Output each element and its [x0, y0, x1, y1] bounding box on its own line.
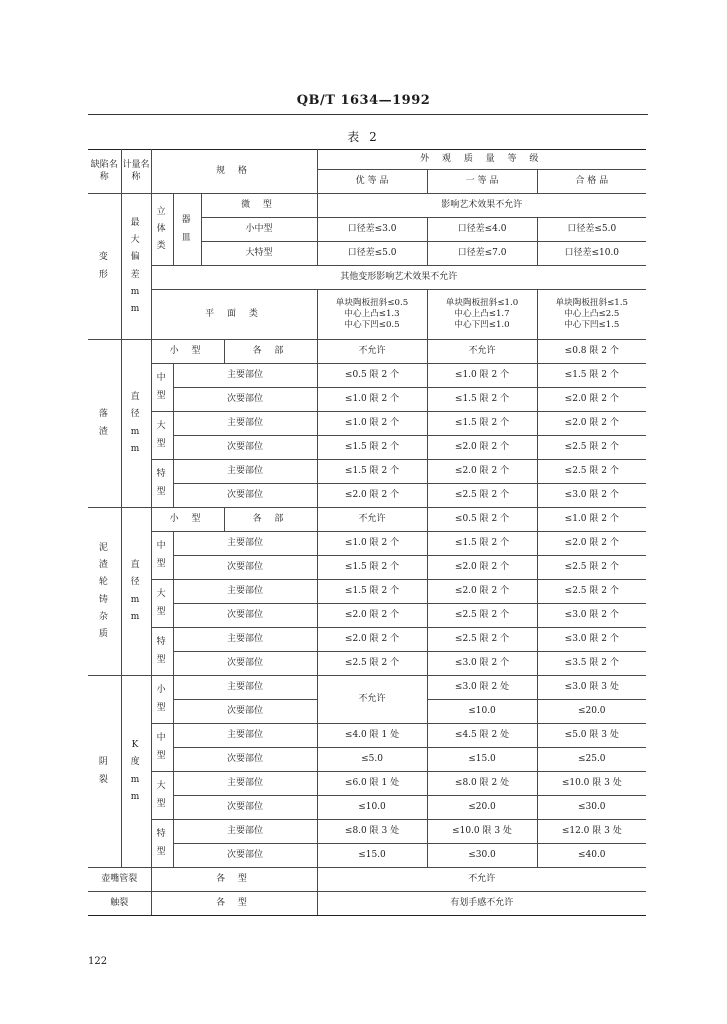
value-cell: ≤3.0 限 3 处	[537, 676, 646, 700]
defect-name-cell: 壶嘴管裂	[88, 868, 151, 892]
grade-header: 优 等 品	[317, 170, 427, 194]
value-cell: ≤30.0	[537, 796, 646, 820]
part-cell: 次要部位	[173, 652, 317, 676]
category-cell: 立体类	[151, 194, 173, 266]
value-cell: ≤20.0	[537, 700, 646, 724]
unit-cell: K度mm	[121, 676, 151, 868]
part-cell: 次要部位	[173, 748, 317, 772]
value-cell: ≤8.0 限 2 处	[427, 772, 537, 796]
part-cell: 次要部位	[173, 604, 317, 628]
part-cell: 主要部位	[173, 820, 317, 844]
unit-cell: 直径mm	[121, 340, 151, 508]
part-cell: 各 部	[224, 340, 317, 364]
grade-group-header: 外 观 质 量 等 级	[317, 150, 646, 170]
value-cell: 单块陶板扭斜≤0.5 中心上凸≤1.3 中心下凹≤0.5	[317, 290, 427, 340]
size-cell: 中型	[151, 724, 173, 772]
grade-header: 一 等 品	[427, 170, 537, 194]
value-cell: ≤15.0	[427, 748, 537, 772]
value-cell: ≤10.0 限 3 处	[537, 772, 646, 796]
size-cell: 大型	[151, 412, 173, 460]
size-cell: 特型	[151, 820, 173, 868]
value-cell: 有划手感不允许	[317, 892, 646, 916]
unit-cell: 直径mm	[121, 508, 151, 676]
value-cell: ≤20.0	[427, 796, 537, 820]
value-cell: ≤2.5 限 2 个	[427, 604, 537, 628]
part-cell: 次要部位	[173, 388, 317, 412]
value-cell: ≤1.0 限 2 个	[427, 364, 537, 388]
table-row	[88, 724, 646, 748]
table-row	[88, 364, 646, 388]
value-cell: ≤2.0 限 2 个	[537, 412, 646, 436]
value-cell: ≤1.0 限 2 个	[317, 532, 427, 556]
part-cell: 次要部位	[173, 436, 317, 460]
value-cell: ≤1.0 限 2 个	[537, 508, 646, 532]
value-cell: ≤1.5 限 2 个	[317, 460, 427, 484]
size-cell: 各 型	[151, 868, 317, 892]
table-row	[88, 508, 646, 532]
value-cell: ≤2.0 限 2 个	[537, 532, 646, 556]
value-cell: ≤4.5 限 2 处	[427, 724, 537, 748]
unit-header: 计量名称	[121, 150, 151, 194]
part-cell: 次要部位	[173, 844, 317, 868]
value-cell: ≤2.0 限 2 个	[427, 436, 537, 460]
value-cell: 口径差≤5.0	[537, 218, 646, 242]
value-cell: 影响艺术效果不允许	[317, 194, 646, 218]
size-cell: 特型	[151, 460, 173, 508]
value-cell: ≤10.0	[317, 796, 427, 820]
table-row	[88, 580, 646, 604]
defect-name-cell: 触裂	[88, 892, 151, 916]
value-cell: ≤2.5 限 2 个	[427, 484, 537, 508]
size-cell: 小 型	[151, 508, 224, 532]
part-cell: 次要部位	[173, 556, 317, 580]
table-row	[88, 628, 646, 652]
value-cell: ≤1.5 限 2 个	[537, 364, 646, 388]
grade-header: 合 格 品	[537, 170, 646, 194]
quality-grade-table	[88, 149, 646, 916]
value-cell: ≤4.0 限 1 处	[317, 724, 427, 748]
part-cell: 次要部位	[173, 484, 317, 508]
value-cell: ≤0.5 限 2 个	[427, 508, 537, 532]
value-cell: 其他变形影响艺术效果不允许	[151, 266, 646, 290]
defect-name-cell: 变形	[88, 194, 121, 340]
value-cell: ≤2.0 限 2 个	[317, 484, 427, 508]
size-cell: 平 面 类	[151, 290, 317, 340]
value-cell: ≤2.5 限 2 个	[537, 580, 646, 604]
table-row	[88, 532, 646, 556]
size-cell: 大型	[151, 580, 173, 628]
part-cell: 主要部位	[173, 628, 317, 652]
value-cell: 口径差≤10.0	[537, 242, 646, 266]
page-number: 122	[88, 956, 108, 967]
size-cell: 中型	[151, 364, 173, 412]
header-rule	[88, 114, 648, 115]
part-cell: 主要部位	[173, 772, 317, 796]
value-cell: ≤1.0 限 2 个	[317, 412, 427, 436]
table-row	[88, 340, 646, 364]
value-cell: 不允许	[427, 340, 537, 364]
value-cell: ≤6.0 限 1 处	[317, 772, 427, 796]
table-row	[88, 460, 646, 484]
size-cell: 特型	[151, 628, 173, 676]
value-cell: ≤2.5 限 2 个	[537, 436, 646, 460]
value-cell: ≤2.0 限 2 个	[427, 580, 537, 604]
value-cell: ≤1.0 限 2 个	[317, 388, 427, 412]
value-cell: ≤2.0 限 2 个	[427, 460, 537, 484]
table-row	[88, 412, 646, 436]
value-cell: ≤2.0 限 2 个	[317, 628, 427, 652]
value-cell: ≤0.8 限 2 个	[537, 340, 646, 364]
value-cell: 口径差≤5.0	[317, 242, 427, 266]
value-cell: ≤1.5 限 2 个	[427, 388, 537, 412]
size-cell: 大特型	[201, 242, 317, 266]
value-cell: ≤30.0	[427, 844, 537, 868]
defect-name-cell: 泥渣 轮铸 杂质	[88, 508, 121, 676]
part-cell: 主要部位	[173, 676, 317, 700]
part-cell: 次要部位	[173, 796, 317, 820]
value-cell: ≤3.5 限 2 个	[537, 652, 646, 676]
value-cell: ≤2.0 限 2 个	[537, 388, 646, 412]
defect-name-cell: 落渣	[88, 340, 121, 508]
value-cell: 单块陶板扭斜≤1.5 中心上凸≤2.5 中心下凹≤1.5	[537, 290, 646, 340]
value-cell: ≤15.0	[317, 844, 427, 868]
part-cell: 主要部位	[173, 532, 317, 556]
value-cell: 不允许	[317, 340, 427, 364]
size-cell: 中型	[151, 532, 173, 580]
defect-name-header: 缺陷名称	[88, 150, 121, 194]
value-cell: ≤2.0 限 2 个	[427, 556, 537, 580]
defect-name-cell: 阴裂	[88, 676, 121, 868]
part-cell: 主要部位	[173, 412, 317, 436]
table-row	[88, 772, 646, 796]
value-cell: ≤2.5 限 2 个	[427, 628, 537, 652]
value-cell: ≤1.5 限 2 个	[427, 412, 537, 436]
table-row	[88, 194, 646, 218]
value-cell: ≤10.0 限 3 处	[427, 820, 537, 844]
table-row	[88, 290, 646, 340]
size-cell: 微 型	[201, 194, 317, 218]
table-row	[88, 892, 646, 916]
value-cell: ≤2.5 限 2 个	[537, 460, 646, 484]
size-cell: 小中型	[201, 218, 317, 242]
value-cell: ≤5.0 限 3 处	[537, 724, 646, 748]
header-row	[88, 150, 646, 170]
value-cell: 不允许	[317, 868, 646, 892]
value-cell: ≤1.5 限 2 个	[317, 556, 427, 580]
value-cell: 口径差≤3.0	[317, 218, 427, 242]
part-cell: 次要部位	[173, 700, 317, 724]
spec-header: 规 格	[151, 150, 317, 194]
part-cell: 主要部位	[173, 580, 317, 604]
value-cell: 不允许	[317, 508, 427, 532]
standard-code: QB/T 1634—1992	[296, 93, 431, 108]
table-row	[88, 676, 646, 700]
value-cell: ≤10.0	[427, 700, 537, 724]
value-cell: ≤2.5 限 2 个	[317, 652, 427, 676]
size-cell: 小 型	[151, 340, 224, 364]
table-row	[88, 820, 646, 844]
value-cell: ≤8.0 限 3 处	[317, 820, 427, 844]
value-cell: ≤3.0 限 2 个	[537, 604, 646, 628]
unit-cell: 最大偏差mm	[121, 194, 151, 340]
value-cell: ≤5.0	[317, 748, 427, 772]
part-cell: 主要部位	[173, 364, 317, 388]
value-cell: 口径差≤7.0	[427, 242, 537, 266]
value-cell: ≤40.0	[537, 844, 646, 868]
value-cell: ≤1.5 限 2 个	[317, 436, 427, 460]
value-cell: ≤2.0 限 2 个	[317, 604, 427, 628]
value-cell: 单块陶板扭斜≤1.0 中心上凸≤1.7 中心下凹≤1.0	[427, 290, 537, 340]
size-cell: 小型	[151, 676, 173, 724]
table-caption: 表 2	[347, 130, 380, 144]
table-row	[88, 266, 646, 290]
value-cell: 不允许	[317, 676, 427, 724]
part-cell: 主要部位	[173, 460, 317, 484]
table-row	[88, 868, 646, 892]
size-cell: 大型	[151, 772, 173, 820]
value-cell: ≤2.5 限 2 个	[537, 556, 646, 580]
value-cell: ≤12.0 限 3 处	[537, 820, 646, 844]
size-cell: 各 型	[151, 892, 317, 916]
category-cell: 器皿	[173, 194, 201, 266]
part-cell: 各 部	[224, 508, 317, 532]
value-cell: ≤3.0 限 2 个	[427, 652, 537, 676]
value-cell: ≤25.0	[537, 748, 646, 772]
value-cell: ≤3.0 限 2 个	[537, 484, 646, 508]
value-cell: ≤0.5 限 2 个	[317, 364, 427, 388]
part-cell: 主要部位	[173, 724, 317, 748]
value-cell: ≤1.5 限 2 个	[317, 580, 427, 604]
value-cell: ≤1.5 限 2 个	[427, 532, 537, 556]
value-cell: ≤3.0 限 2 处	[427, 676, 537, 700]
value-cell: 口径差≤4.0	[427, 218, 537, 242]
value-cell: ≤3.0 限 2 个	[537, 628, 646, 652]
